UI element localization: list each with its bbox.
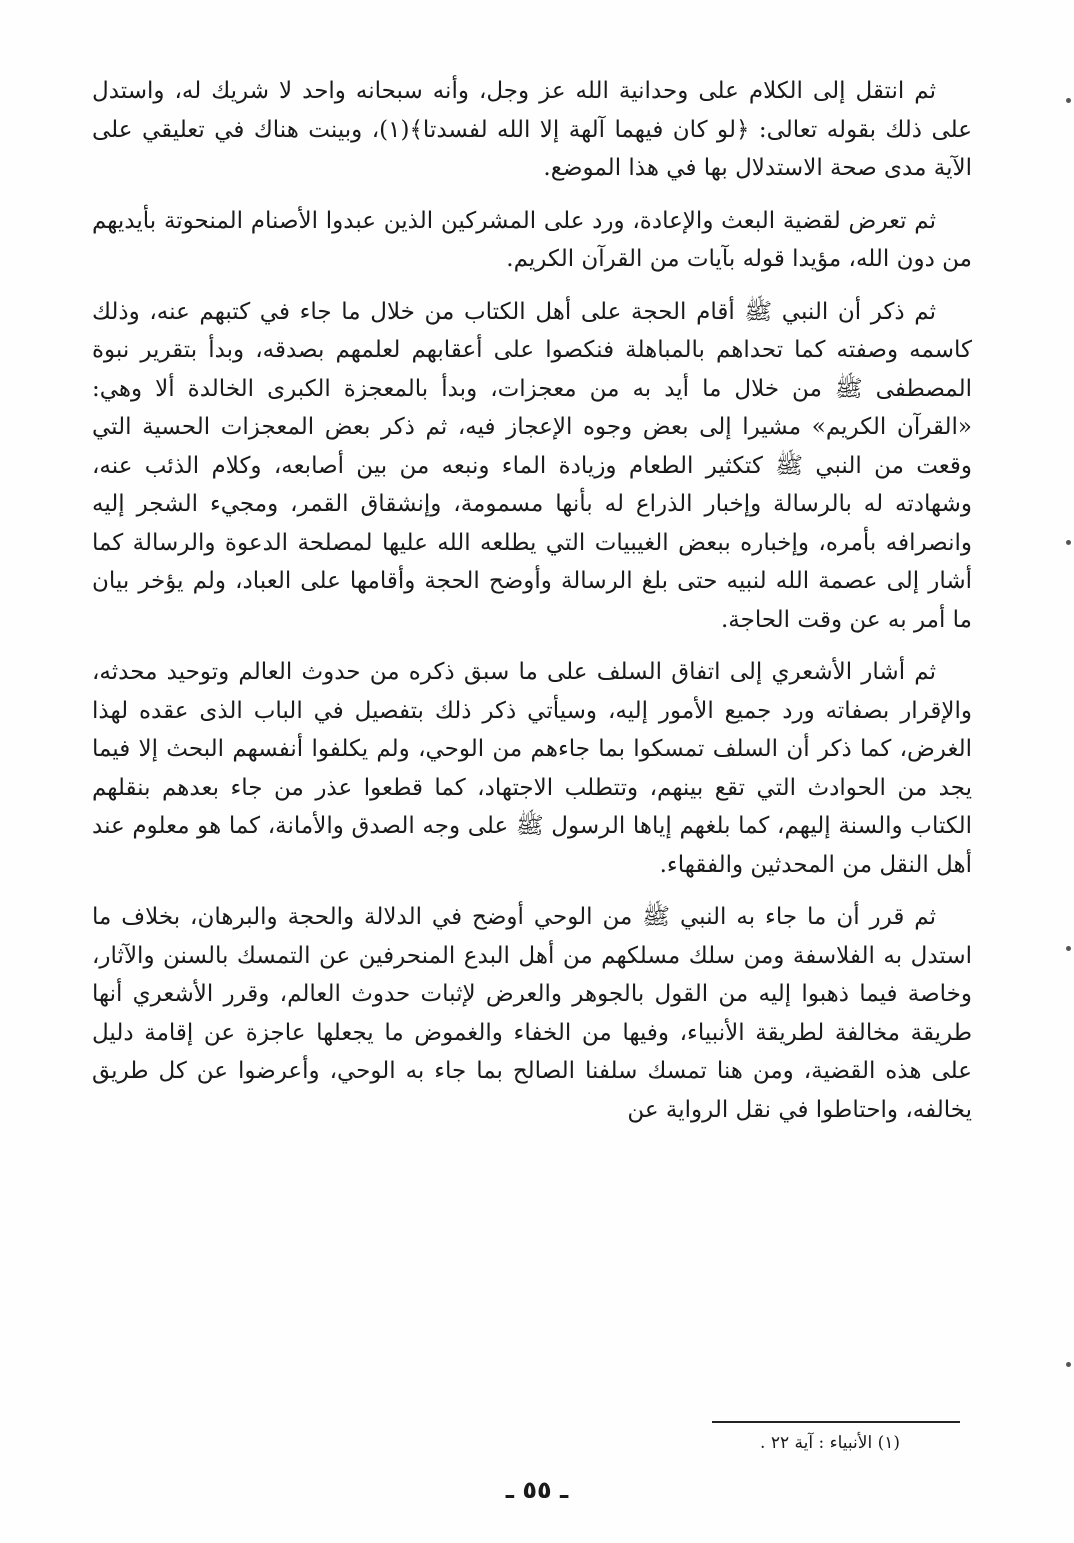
footnote: (١) الأنبياء : آية ٢٢ . [760,1433,900,1453]
scan-speck [1066,946,1071,951]
scan-speck [1066,540,1071,545]
paragraph-1: ثم انتقل إلى الكلام على وحدانية الله عز وجل، وأنه سبحانه واحد لا شريك له، واستدل على ذلك بقوله تعالى: ﴿لو كان فيهما آلهة إلا الله لفسدتا﴾(١)، وبينت هناك في تعليقي على الآية مدى صحة الاستدلال بها في هذا الموضع. [92,78,972,181]
paragraph-2: ثم تعرض لقضية البعث والإعادة، ورد على المشركين الذين عبدوا الأصنام المنحوتة بأيديهم من دون الله، مؤيدا قوله بآيات من القرآن الكريم. [92,207,972,272]
paragraph-3: ثم ذكر أن النبي ﷺ أقام الحجة على أهل الكتاب من خلال ما جاء في كتبهم عنه، وذلك كاسمه وصفته كما تحداهم بالمباهلة فنكصوا على أعقابهم لعلمهم بصدقه، وبدأ بتقرير نبوة المصطفى ﷺ من خلال ما أيد به من معجزات، وبدأ بالمعجزة الكبرى الخالدة ألا وهي: «القرآن الكريم» مشيرا إلى بعض وجوه الإعجاز فيه، ثم ذكر بعض المعجزات الحسية التي وقعت من النبي ﷺ كتكثير الطعام وزيادة الماء ونبعه من بين أصابعه، وكلام الذئب عنه، وشهادته له بالرسالة وإخبار الذراع له بأنها مسمومة، وإنشقاق القمر، ومجيء الشجر إليه وانصرافه بأمره، وإخباره ببعض الغيبيات التي يطلعه الله عليها لمصلحة الدعوة والرسالة كما أشار إلى عصمة الله لنبيه حتى بلغ الرسالة وأوضح الحجة وأقامها على العباد، ولم يؤخر بيان ما أمر به عن وقت الحاجة. [92,298,972,633]
page-number: ـ ٥٥ ـ [505,1476,569,1504]
paragraph-4: ثم أشار الأشعري إلى اتفاق السلف على ما سبق ذكره من حدوث العالم وتوحيد محدثه، والإقرار بصفاته ورد جميع الأمور إليه، وسيأتي ذكر ذلك بتفصيل في الباب الذى عقده لهذا الغرض، كما ذكر أن السلف تمسكوا بما جاءهم من الوحي، ولم يكلفوا أنفسهم البحث إلا فيما يجد من الحوادث التي تقع بينهم، وتتطلب الاجتهاد، كما قطعوا عذر من جاء بعدهم بنقلهم الكتاب والسنة إليهم، كما بلغهم إياها الرسول ﷺ على وجه الصدق والأمانة، كما هو معلوم عند أهل النقل من المحدثين والفقهاء. [92,659,972,878]
footnote-divider [712,1421,960,1423]
main-text [92,72,972,1143]
scan-speck [1066,98,1071,103]
scan-speck [1066,1362,1071,1367]
paragraph-5: ثم قرر أن ما جاء به النبي ﷺ من الوحي أوضح في الدلالة والحجة والبرهان، بخلاف ما استدل به الفلاسفة ومن سلك مسلكهم من أهل البدع المنحرفين عن التمسك بالسنن والآثار، وخاصة فيما ذهبوا إليه من القول بالجوهر والعرض لإثبات حدوث العالم، وقرر الأشعري أنها طريقة مخالفة لطريقة الأنبياء، وفيها من الخفاء والغموض ما يجعلها عاجزة عن إقامة دليل على هذه القضية، ومن هنا تمسك سلفنا الصالح بما جاء به الوحي، وأعرضوا عن كل طريق يخالفه، واحتاطوا في نقل الرواية عن [92,904,972,1123]
